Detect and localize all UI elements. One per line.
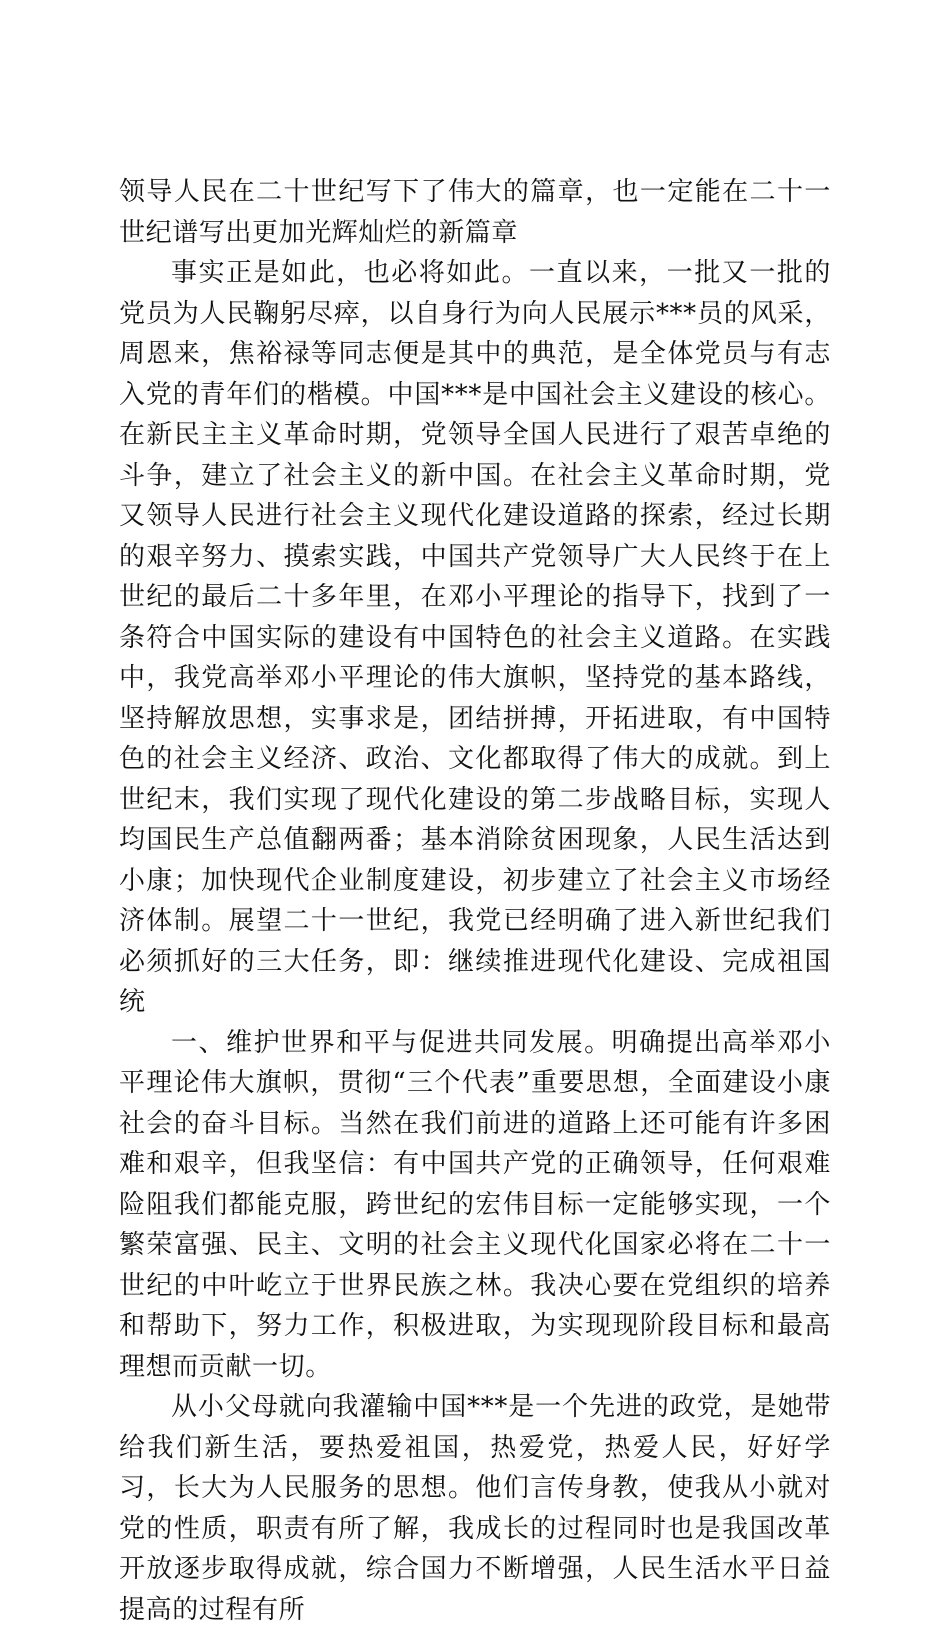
paragraph-4: 从小父母就向我灌输中国***是一个先进的政党，是她带给我们新生活，要热爱祖国，热爱党，热爱人民，好好学习，长大为人民服务的思想。他们言传身教，使我从小就对党的性质，职责有所了解，我成长的过程同时也是我国改革开放逐步取得成就，综合国力不断增强，人民生活水平日益提高的过程有所 [119, 1392, 831, 1625]
paragraph-3: 一、维护世界和平与促进共同发展。明确提出高举邓小平理论伟大旗帜，贯彻“三个代表”重要思想，全面建设小康社会的奋斗目标。当然在我们前进的道路上还可能有许多困难和艰辛，但我坚信：有中国共产党的正确领导，任何艰难险阻我们都能克服，跨世纪的宏伟目标一定能够实现，一个繁荣富强、民主、文明的社会主义现代化国家必将在二十一世纪的中叶屹立于世界民族之林。我决心要在党组织的培养和帮助下，努力工作，积极进取，为实现现阶段目标和最高理想而贡献一切。 [119, 1027, 831, 1382]
paragraph-1: 领导人民在二十世纪写下了伟大的篇章，也一定能在二十一世纪谱写出更加光辉灿烂的新篇章 [119, 177, 831, 248]
paragraph-2: 事实正是如此，也必将如此。一直以来，一批又一批的党员为人民鞠躬尽瘁，以自身行为向人民展示***员的风采，周恩来，焦裕禄等同志便是其中的典范，是全体党员与有志入党的青年们的楷模。中国***是中国社会主义建设的核心。在新民主主义革命时期，党领导全国人民进行了艰苦卓绝的斗争，建立了社会主义的新中国。在社会主义革命时期，党又领导人民进行社会主义现代化建设道路的探索，经过长期的艰辛努力、摸索实践，中国共产党领导广大人民终于在上世纪的最后二十多年里，在邓小平理论的指导下，找到了一条符合中国实际的建设有中国特色的社会主义道路。在实践中，我党高举邓小平理论的伟大旗帜，坚持党的基本路线，坚持解放思想，实事求是，团结拼搏，开拓进取，有中国特色的社会主义经济、政治、文化都取得了伟大的成就。到上世纪末，我们实现了现代化建设的第二步战略目标，实现人均国民生产总值翻两番；基本消除贫困现象，人民生活达到小康；加快现代企业制度建设，初步建立了社会主义市场经济体制。展望二十一世纪，我党已经明确了进入新世纪我们必须抓好的三大任务，即：继续推进现代化建设、完成祖国统 [119, 258, 831, 1017]
document-body [119, 172, 831, 1630]
